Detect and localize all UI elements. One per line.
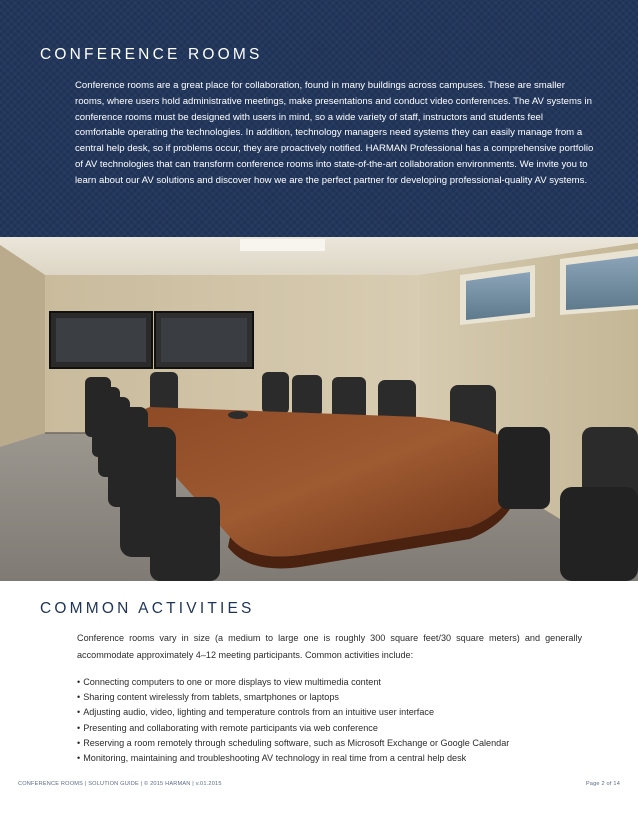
bullet-icon: • — [77, 753, 81, 764]
section-title: COMMON ACTIVITIES — [40, 600, 255, 617]
list-item — [77, 705, 509, 720]
conference-room-photo — [0, 237, 638, 581]
list-item-text: Monitoring, maintaining and troubleshooting AV technology in real time from a central help desk — [83, 753, 467, 764]
list-item-text: Connecting computers to one or more displays to view multimedia content — [83, 677, 381, 687]
list-item — [77, 721, 509, 736]
conference-room-illustration — [0, 237, 638, 581]
list-item — [77, 751, 509, 766]
list-item-text: Sharing content wirelessly from tablets, smartphones or laptops — [83, 692, 339, 703]
bullet-icon: • — [77, 707, 81, 718]
list-item — [77, 690, 509, 705]
footer-info: CONFERENCE ROOMS | SOLUTION GUIDE | © 2015 HARMAN | v.01.2015 — [18, 781, 222, 787]
activities-intro: Conference rooms vary in size (a medium to large one is roughly 300 square feet/30 square meters) and generally accommodate approximately 4–12 meeting participants. Common activities include: — [77, 633, 582, 660]
bullet-icon: • — [77, 737, 81, 748]
list-item — [77, 675, 509, 690]
list-item-text: Reserving a room remotely through scheduling software, such as Microsoft Exchange or Google Calendar — [83, 737, 510, 748]
bullet-icon: • — [77, 692, 81, 703]
intro-paragraph: Conference rooms are a great place for collaboration, found in many buildings across campuses. These are smaller rooms, where users hold administrative meetings, make presentations and conduct video conferences. The AV systems in conference rooms must be designed with users in mind, so a wide variety of staff, instructors and students feel comfortable operating the technologies. In addition, technology managers need systems they can easily manage from a central help desk, so if problems occur, they are proactively notified. HARMAN Professional has a comprehensive portfolio of AV technologies that can transform conference rooms into state-of-the-art collaboration environments. We invite you to learn about our AV solutions and discover how we are the perfect partner for developing professional-quality AV systems. — [75, 80, 594, 186]
list-item-text: Adjusting audio, video, lighting and temperature controls from an intuitive user interface — [83, 707, 434, 718]
page-number: Page 2 of 14 — [585, 781, 620, 787]
list-item — [77, 736, 509, 751]
page-footer — [18, 781, 620, 787]
bullet-icon: • — [77, 722, 81, 733]
bullet-icon: • — [77, 677, 81, 687]
list-item-text: Presenting and collaborating with remote participants via web conference — [83, 722, 378, 733]
activities-list — [77, 675, 509, 766]
page-title: CONFERENCE ROOMS — [40, 46, 263, 63]
header-band — [0, 0, 638, 237]
